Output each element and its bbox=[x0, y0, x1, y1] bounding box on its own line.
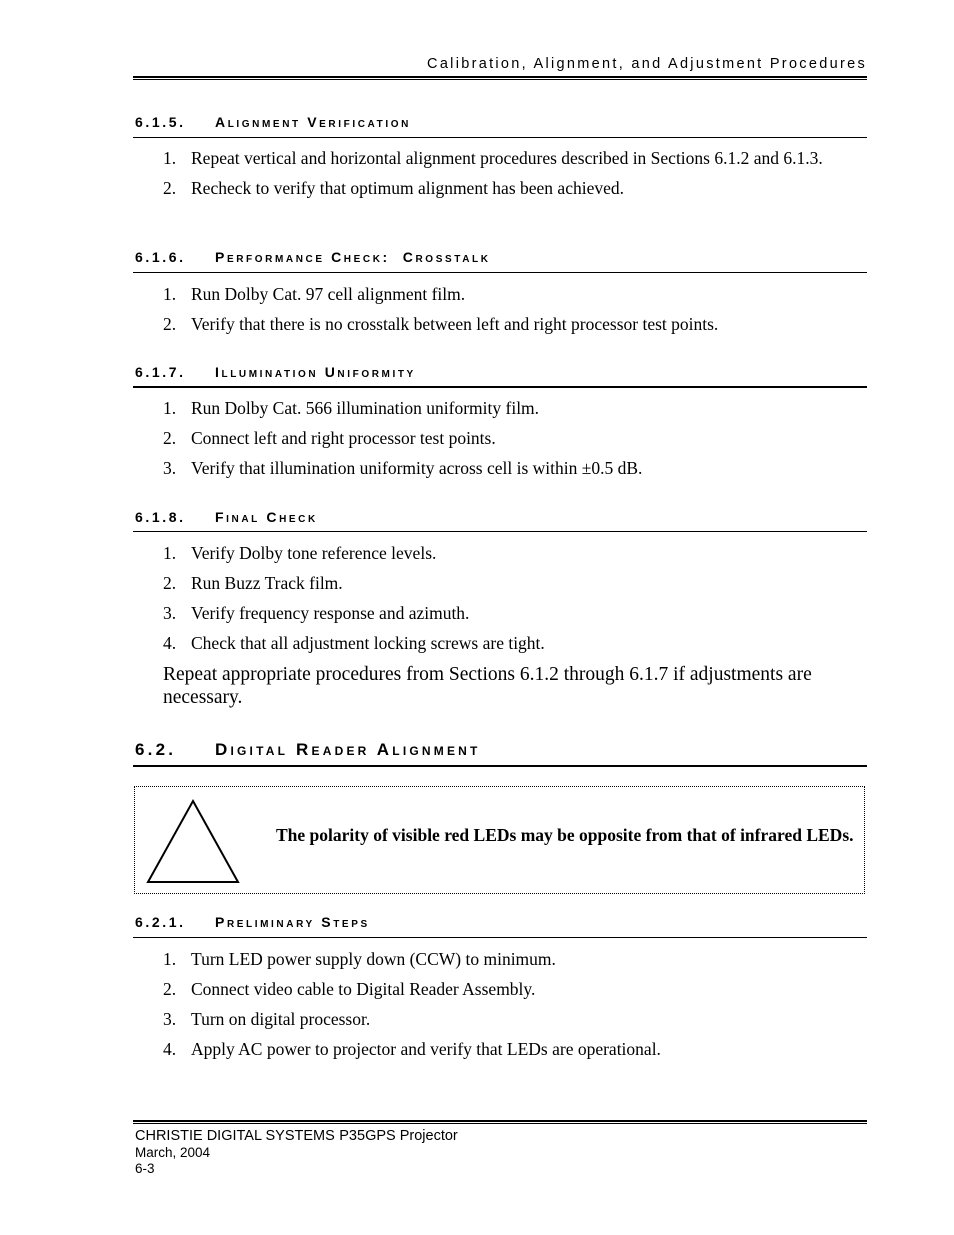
running-header: Calibration, Alignment, and Adjustment Procedures bbox=[427, 56, 867, 72]
item-number: 3. bbox=[163, 458, 177, 478]
section-title: Performance Check: Crosstalk bbox=[215, 249, 491, 265]
item-text: Recheck to verify that optimum alignment has been achieved. bbox=[191, 178, 624, 198]
list-item bbox=[163, 427, 843, 449]
item-text: Connect video cable to Digital Reader Assembly. bbox=[191, 979, 536, 999]
footer bbox=[135, 1127, 458, 1177]
section-title: Digital Reader Alignment bbox=[215, 740, 481, 759]
section-number: 6.1.5. bbox=[135, 114, 186, 130]
item-number: 2. bbox=[163, 979, 177, 999]
section-rule bbox=[133, 272, 867, 273]
section-title: Preliminary Steps bbox=[215, 914, 370, 930]
list-item bbox=[163, 1008, 843, 1030]
list-item bbox=[163, 147, 843, 169]
brand-name: CHRISTIE DIGITAL SYSTEMS bbox=[135, 1128, 335, 1144]
item-text: Connect left and right processor test points. bbox=[191, 428, 496, 448]
page-number: 6-3 bbox=[135, 1161, 155, 1176]
warning-box bbox=[134, 786, 865, 894]
section-note: Repeat appropriate procedures from Sections 6.1.2 through 6.1.7 if adjustments are necessary. bbox=[163, 664, 812, 708]
item-number: 4. bbox=[163, 633, 177, 653]
item-number: 1. bbox=[163, 543, 177, 563]
item-number: 1. bbox=[163, 148, 177, 168]
list-item bbox=[163, 542, 843, 564]
section-rule bbox=[133, 137, 867, 138]
section-number: 6.2.1. bbox=[135, 914, 186, 930]
item-text: Verify that there is no crosstalk between left and right processor test points. bbox=[191, 314, 719, 334]
section-rule bbox=[133, 937, 867, 938]
item-text: Run Buzz Track film. bbox=[191, 573, 343, 593]
footer-rule bbox=[133, 1120, 867, 1124]
item-number: 3. bbox=[163, 603, 177, 623]
product-name: P35GPS Projector bbox=[339, 1128, 458, 1144]
section-heading-6-1-6 bbox=[135, 249, 867, 269]
list-item bbox=[163, 632, 843, 654]
section-rule bbox=[133, 765, 867, 767]
item-number: 3. bbox=[163, 1009, 177, 1029]
section-heading-6-2-1 bbox=[135, 914, 867, 934]
header-rule bbox=[133, 76, 867, 80]
steps-list-6-1-8 bbox=[163, 542, 843, 662]
footer-date: March, 2004 bbox=[135, 1145, 211, 1160]
item-text: Verify that illumination uniformity across cell is within ±0.5 dB. bbox=[191, 458, 643, 478]
item-text: Turn on digital processor. bbox=[191, 1009, 371, 1029]
section-title: Alignment Verification bbox=[215, 114, 411, 130]
item-number: 1. bbox=[163, 398, 177, 418]
item-number: 2. bbox=[163, 178, 177, 198]
section-number: 6.2. bbox=[135, 740, 177, 759]
item-text: Verify frequency response and azimuth. bbox=[191, 603, 470, 623]
section-rule bbox=[133, 386, 867, 388]
item-number: 2. bbox=[163, 573, 177, 593]
list-item bbox=[163, 313, 843, 335]
item-number: 4. bbox=[163, 1039, 177, 1059]
footer-brand-line bbox=[135, 1127, 458, 1145]
item-number: 2. bbox=[163, 314, 177, 334]
list-item bbox=[163, 457, 843, 479]
section-heading-6-1-7 bbox=[135, 364, 867, 384]
item-number: 2. bbox=[163, 428, 177, 448]
section-heading-6-1-8 bbox=[135, 509, 867, 529]
item-text: Repeat vertical and horizontal alignment procedures described in Sections 6.1.2 and 6.1.3. bbox=[191, 148, 823, 168]
item-text: Turn LED power supply down (CCW) to minimum. bbox=[191, 949, 556, 969]
section-number: 6.1.7. bbox=[135, 364, 186, 380]
warning-triangle-icon bbox=[145, 797, 241, 885]
warning-text: The polarity of visible red LEDs may be opposite from that of infrared LEDs. bbox=[276, 825, 854, 845]
section-number: 6.1.8. bbox=[135, 509, 186, 525]
section-heading-6-2 bbox=[135, 740, 867, 764]
section-number: 6.1.6. bbox=[135, 249, 186, 265]
section-title: Illumination Uniformity bbox=[215, 364, 416, 380]
list-item bbox=[163, 177, 843, 199]
item-text: Run Dolby Cat. 97 cell alignment film. bbox=[191, 284, 466, 304]
item-number: 1. bbox=[163, 284, 177, 304]
item-text: Apply AC power to projector and verify that LEDs are operational. bbox=[191, 1039, 661, 1059]
item-text: Run Dolby Cat. 566 illumination uniformity film. bbox=[191, 398, 540, 418]
item-number: 1. bbox=[163, 949, 177, 969]
steps-list-6-1-5 bbox=[163, 147, 843, 207]
list-item bbox=[163, 397, 843, 419]
list-item bbox=[163, 283, 843, 305]
section-rule bbox=[133, 531, 867, 532]
list-item bbox=[163, 602, 843, 624]
steps-list-6-2-1 bbox=[163, 948, 843, 1068]
steps-list-6-1-6 bbox=[163, 283, 843, 343]
section-title: Final Check bbox=[215, 509, 318, 525]
list-item bbox=[163, 978, 843, 1000]
item-text: Check that all adjustment locking screws are tight. bbox=[191, 633, 545, 653]
list-item bbox=[163, 572, 843, 594]
section-heading-6-1-5 bbox=[135, 114, 867, 134]
steps-list-6-1-7 bbox=[163, 397, 843, 487]
item-text: Verify Dolby tone reference levels. bbox=[191, 543, 437, 563]
list-item bbox=[163, 1038, 843, 1060]
list-item bbox=[163, 948, 843, 970]
